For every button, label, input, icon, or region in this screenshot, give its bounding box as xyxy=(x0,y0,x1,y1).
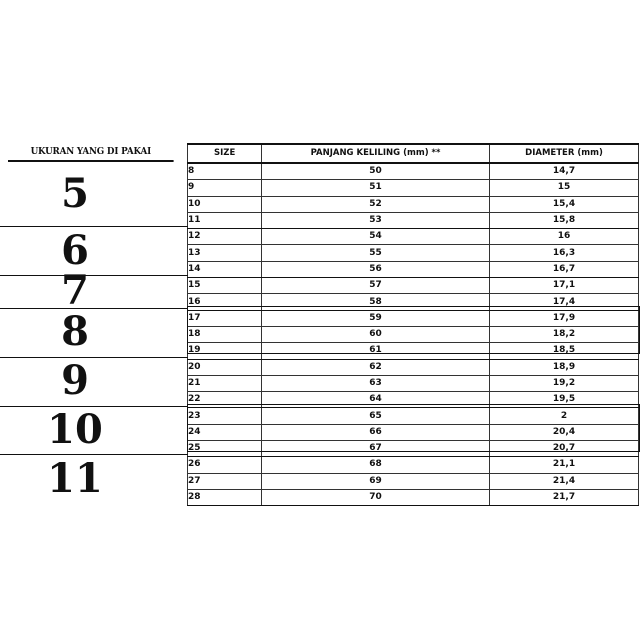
table-row xyxy=(188,489,639,505)
table-row xyxy=(188,212,639,228)
length-cell: 57 xyxy=(262,278,490,294)
size-cell: 10 xyxy=(188,196,262,212)
size-cell: 16 xyxy=(188,294,262,310)
length-cell: 51 xyxy=(262,180,490,196)
table-row xyxy=(188,180,639,196)
used-size-label: 10 xyxy=(47,405,103,453)
table-body xyxy=(188,163,639,506)
size-cell: 9 xyxy=(188,180,262,196)
used-size-label: 9 xyxy=(61,357,89,405)
length-cell: 66 xyxy=(262,424,490,440)
diameter-cell: 18,5 xyxy=(490,343,639,359)
size-cell: 11 xyxy=(188,212,262,228)
size-cell: 24 xyxy=(188,424,262,440)
table-row xyxy=(188,310,639,326)
table-row xyxy=(188,245,639,261)
length-cell: 67 xyxy=(262,441,490,457)
size-cell: 12 xyxy=(188,229,262,245)
diameter-cell: 17,9 xyxy=(490,310,639,326)
length-cell: 65 xyxy=(262,408,490,424)
table-row xyxy=(188,261,639,277)
diameter-cell: 2 xyxy=(490,408,639,424)
group-divider xyxy=(0,357,188,358)
table-row xyxy=(188,196,639,212)
table-header-row xyxy=(188,144,639,163)
table-row xyxy=(188,359,639,375)
diameter-cell: 16,7 xyxy=(490,261,639,277)
used-size-label: 11 xyxy=(47,454,103,502)
length-cell: 61 xyxy=(262,343,490,359)
size-cell: 20 xyxy=(188,359,262,375)
diameter-cell: 19,2 xyxy=(490,375,639,391)
table-row xyxy=(188,457,639,473)
used-size-label: 7 xyxy=(61,267,89,315)
length-cell: 59 xyxy=(262,310,490,326)
diameter-cell: 17,4 xyxy=(490,294,639,310)
table-row xyxy=(188,229,639,245)
size-column-header: SIZE xyxy=(188,144,262,163)
diameter-column-header: DIAMETER (mm) xyxy=(490,144,639,163)
table-row xyxy=(188,424,639,440)
length-cell: 62 xyxy=(262,359,490,375)
size-cell: 14 xyxy=(188,261,262,277)
size-cell: 28 xyxy=(188,489,262,505)
length-cell: 52 xyxy=(262,196,490,212)
length-cell: 63 xyxy=(262,375,490,391)
group-divider xyxy=(0,308,188,309)
used-size-label: 6 xyxy=(61,226,89,274)
diameter-cell: 15,8 xyxy=(490,212,639,228)
length-cell: 58 xyxy=(262,294,490,310)
diameter-cell: 16,3 xyxy=(490,245,639,261)
size-cell: 15 xyxy=(188,278,262,294)
size-cell: 23 xyxy=(188,408,262,424)
length-column-header: PANJANG KELILING (mm) ** xyxy=(262,144,490,163)
length-cell: 54 xyxy=(262,229,490,245)
length-cell: 60 xyxy=(262,326,490,342)
length-cell: 69 xyxy=(262,473,490,489)
table-row xyxy=(188,294,639,310)
table-row xyxy=(188,473,639,489)
table-row xyxy=(188,441,639,457)
table-row xyxy=(188,326,639,342)
length-cell: 64 xyxy=(262,392,490,408)
length-cell: 68 xyxy=(262,457,490,473)
diameter-cell: 21,7 xyxy=(490,489,639,505)
length-cell: 70 xyxy=(262,489,490,505)
size-cell: 19 xyxy=(188,343,262,359)
diameter-cell: 14,7 xyxy=(490,163,639,180)
diameter-cell: 19,5 xyxy=(490,392,639,408)
diameter-cell: 15 xyxy=(490,180,639,196)
table-row xyxy=(188,392,639,408)
length-cell: 50 xyxy=(262,163,490,180)
size-cell: 8 xyxy=(188,163,262,180)
diameter-cell: 18,2 xyxy=(490,326,639,342)
table-row xyxy=(188,343,639,359)
size-cell: 22 xyxy=(188,392,262,408)
diameter-cell: 20,7 xyxy=(490,441,639,457)
size-cell: 26 xyxy=(188,457,262,473)
diameter-cell: 21,4 xyxy=(490,473,639,489)
table-row xyxy=(188,278,639,294)
diameter-cell: 15,4 xyxy=(490,196,639,212)
size-cell: 18 xyxy=(188,326,262,342)
length-cell: 53 xyxy=(262,212,490,228)
ring-size-table xyxy=(187,143,639,506)
length-cell: 55 xyxy=(262,245,490,261)
diameter-cell: 18,9 xyxy=(490,359,639,375)
diameter-cell: 16 xyxy=(490,229,639,245)
size-cell: 27 xyxy=(188,473,262,489)
diameter-cell: 20,4 xyxy=(490,424,639,440)
table-row xyxy=(188,408,639,424)
used-size-label: 8 xyxy=(61,308,89,356)
size-cell: 25 xyxy=(188,441,262,457)
size-cell: 13 xyxy=(188,245,262,261)
size-cell: 21 xyxy=(188,375,262,391)
size-cell: 17 xyxy=(188,310,262,326)
table-row xyxy=(188,163,639,180)
table-row xyxy=(188,375,639,391)
used-size-header: UKURAN YANG DI PAKAI xyxy=(8,143,174,162)
diameter-cell: 21,1 xyxy=(490,457,639,473)
group-divider xyxy=(0,226,188,227)
diameter-cell: 17,1 xyxy=(490,278,639,294)
length-cell: 56 xyxy=(262,261,490,277)
used-size-label: 5 xyxy=(61,169,89,217)
